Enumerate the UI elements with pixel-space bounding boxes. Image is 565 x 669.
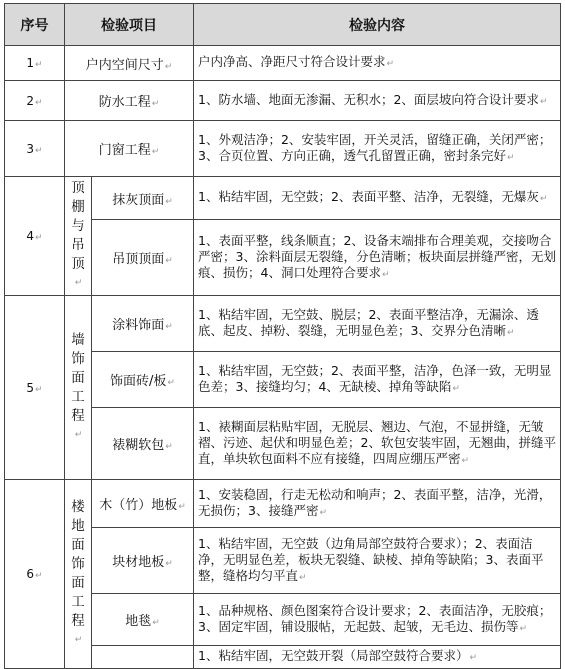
group-label: 墙 饰 面 工 程 ↵ [65, 296, 92, 480]
check-item: 木（竹）地板↵ [92, 480, 194, 528]
check-content: 1、粘结牢固，无空鼓；2、表面平整，洁净，色泽一致，无明显色差；3、接缝均匀；4、无缺棱、掉角等缺陷↵ [194, 352, 561, 408]
check-item: 吊顶顶面↵ [92, 220, 194, 296]
header-content: 检验内容 [194, 4, 561, 46]
header-row [5, 4, 561, 46]
header-no: 序号 [5, 4, 65, 46]
row-number: 5↵ [5, 296, 65, 480]
table-row [5, 177, 561, 220]
check-item: 防水工程↵ [65, 81, 194, 121]
group-label: 楼 地 面 饰 面 工 程 ↵ [65, 480, 92, 669]
check-item: 涂料饰面↵ [92, 296, 194, 352]
row-number: 3↵ [5, 121, 65, 177]
group-label: 顶 棚 与 吊 顶 ↵ [65, 177, 92, 296]
check-item: 户内空间尺寸↵ [65, 46, 194, 81]
check-item [92, 646, 194, 669]
check-content: 1、粘结牢固，无空鼓（边角局部空鼓符合要求）；2、表面洁净，无明显色差，板块无裂缝、缺棱、掉角等缺陷；3、表面平整，缝格均匀平直↵ [194, 528, 561, 594]
table-row [5, 296, 561, 352]
check-content: 1、裱糊面层粘贴牢固，无脱层、翘边、气泡，不显拼缝，无皱褶、污迹、起伏和明显色差；2、软包安装牢固，无翘曲，拼缝平直，单块软包面料不应有接缝，四周应绷压严密↵ [194, 408, 561, 480]
row-number: 4↵ [5, 177, 65, 296]
check-item: 门窗工程↵ [65, 121, 194, 177]
table-row [5, 46, 561, 81]
check-item: 饰面砖/板↵ [92, 352, 194, 408]
header-item: 检验项目 [65, 4, 194, 46]
check-content: 1、外观洁净；2、安装牢固，开关灵活，留缝正确，关闭严密；3、合页位置、方向正确，透气孔留置正确，密封条完好↵ [194, 121, 561, 177]
check-content: 1、品种规格、颜色图案符合设计要求；2、表面洁净，无胶痕；3、固定牢固，铺设服帖，无起鼓、起皱，无毛边、损伤等↵ [194, 594, 561, 646]
check-item: 块材地板↵ [92, 528, 194, 594]
check-item: 地毯↵ [92, 594, 194, 646]
check-content: 1、防水墙、地面无渗漏、无积水；2、面层坡向符合设计要求↵ [194, 81, 561, 121]
check-content: 户内净高、净距尺寸符合设计要求↵ [194, 46, 561, 81]
check-content: 1、表面平整，线条顺直；2、设备末端排布合理美观，交接吻合严密；3、涂料面层无裂缝，分色清晰；板块面层拼缝严密，无划痕、损伤；4、洞口处理符合要求↵ [194, 220, 561, 296]
table-row [5, 480, 561, 528]
check-item: 抹灰顶面↵ [92, 177, 194, 220]
table-row [5, 81, 561, 121]
check-content: 1、粘结牢固，无空鼓、脱层；2、表面平整洁净，无漏涂、透底、起皮、掉粉、裂缝，无明显色差；3、交界分色清晰↵ [194, 296, 561, 352]
inspection-table [4, 3, 561, 669]
check-content: 1、粘结牢固，无空鼓；2、表面平整、洁净，无裂缝，无爆灰↵ [194, 177, 561, 220]
table-row [5, 121, 561, 177]
row-number: 2↵ [5, 81, 65, 121]
row-number: 6↵ [5, 480, 65, 669]
check-content: 1、安装稳固，行走无松动和响声；2、表面平整，洁净，光滑，无损伤；3、接缝严密↵ [194, 480, 561, 528]
row-number: 1↵ [5, 46, 65, 81]
check-item: 裱糊软包↵ [92, 408, 194, 480]
check-content: 1、粘结牢固，无空鼓开裂（局部空鼓符合要求）↵ [194, 646, 561, 669]
